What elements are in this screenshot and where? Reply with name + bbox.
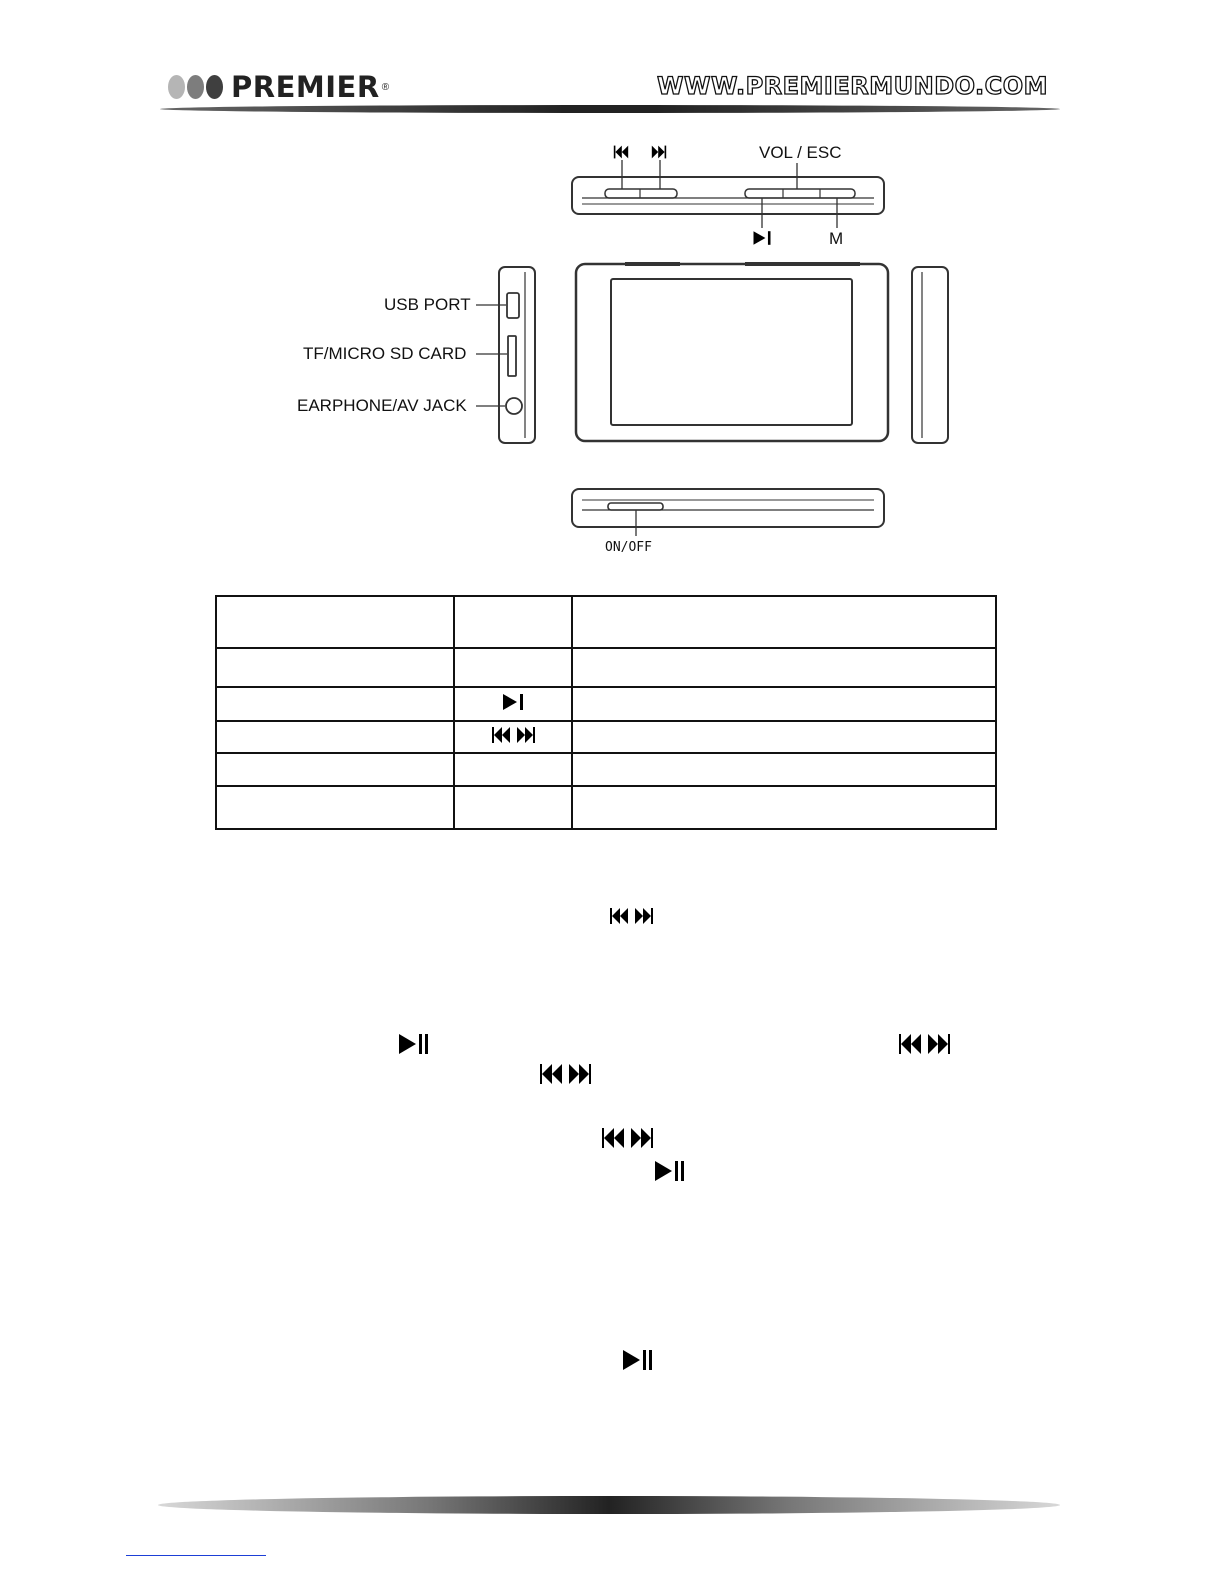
table-cell — [216, 786, 454, 829]
table-cell — [216, 687, 454, 721]
prev-next-buttons — [605, 189, 677, 198]
table-cell — [454, 753, 572, 786]
earphone-jack — [506, 398, 522, 414]
skip-icon — [610, 908, 653, 924]
brand-name: PREMIER — [231, 70, 380, 104]
usb-port — [507, 293, 519, 318]
bottom-view-body — [572, 489, 884, 527]
table-row — [216, 753, 996, 786]
button-function-table — [215, 595, 997, 830]
sd-card-slot — [508, 336, 516, 376]
website-url[interactable]: WWW.PREMIERMUNDO.COM — [657, 72, 1048, 100]
next-icon — [652, 146, 666, 159]
table-row — [216, 596, 996, 648]
play-pause-icon — [754, 231, 771, 245]
right-side-body — [912, 267, 948, 443]
vol-esc-label: VOL / ESC — [759, 143, 842, 162]
table-cell — [216, 753, 454, 786]
previous-icon — [614, 146, 628, 159]
front-view-screen — [611, 279, 852, 425]
table-cell — [572, 687, 996, 721]
earphone-jack-label: EARPHONE/AV JACK — [297, 396, 467, 415]
table-row — [216, 721, 996, 753]
table-cell — [572, 753, 996, 786]
front-view-body — [576, 264, 888, 441]
vol-m-buttons — [745, 189, 855, 198]
play-pause-icon — [655, 1161, 684, 1181]
registered-mark: ® — [381, 81, 390, 93]
table-cell — [454, 721, 572, 753]
table-cell — [216, 721, 454, 753]
usb-port-label: USB PORT — [384, 295, 471, 314]
footer-divider — [158, 1496, 1060, 1514]
table-row — [216, 687, 996, 721]
table-cell — [572, 786, 996, 829]
play-pause-icon — [399, 1034, 428, 1054]
table-cell — [572, 721, 996, 753]
table-cell — [572, 648, 996, 687]
table-row — [216, 786, 996, 829]
skip-icon — [602, 1128, 653, 1148]
on-off-label: ON/OFF — [605, 540, 652, 555]
play-pause-icon — [623, 1350, 652, 1370]
skip-icon — [540, 1064, 591, 1084]
table-cell — [216, 596, 454, 648]
m-label: M — [829, 229, 844, 248]
play-pause-icon — [503, 694, 523, 710]
table-cell — [454, 687, 572, 721]
skip-icon — [492, 727, 535, 743]
table-row — [216, 648, 996, 687]
table-cell — [216, 648, 454, 687]
power-switch — [608, 503, 663, 510]
footer-link-underline[interactable] — [126, 1555, 266, 1556]
table-cell — [454, 786, 572, 829]
skip-icon — [899, 1034, 950, 1054]
device-illustration — [0, 0, 1225, 580]
table-cell — [454, 648, 572, 687]
table-cell — [572, 596, 996, 648]
table-cell — [454, 596, 572, 648]
tf-card-label: TF/MICRO SD CARD — [303, 344, 467, 363]
device-diagram — [0, 0, 1225, 580]
